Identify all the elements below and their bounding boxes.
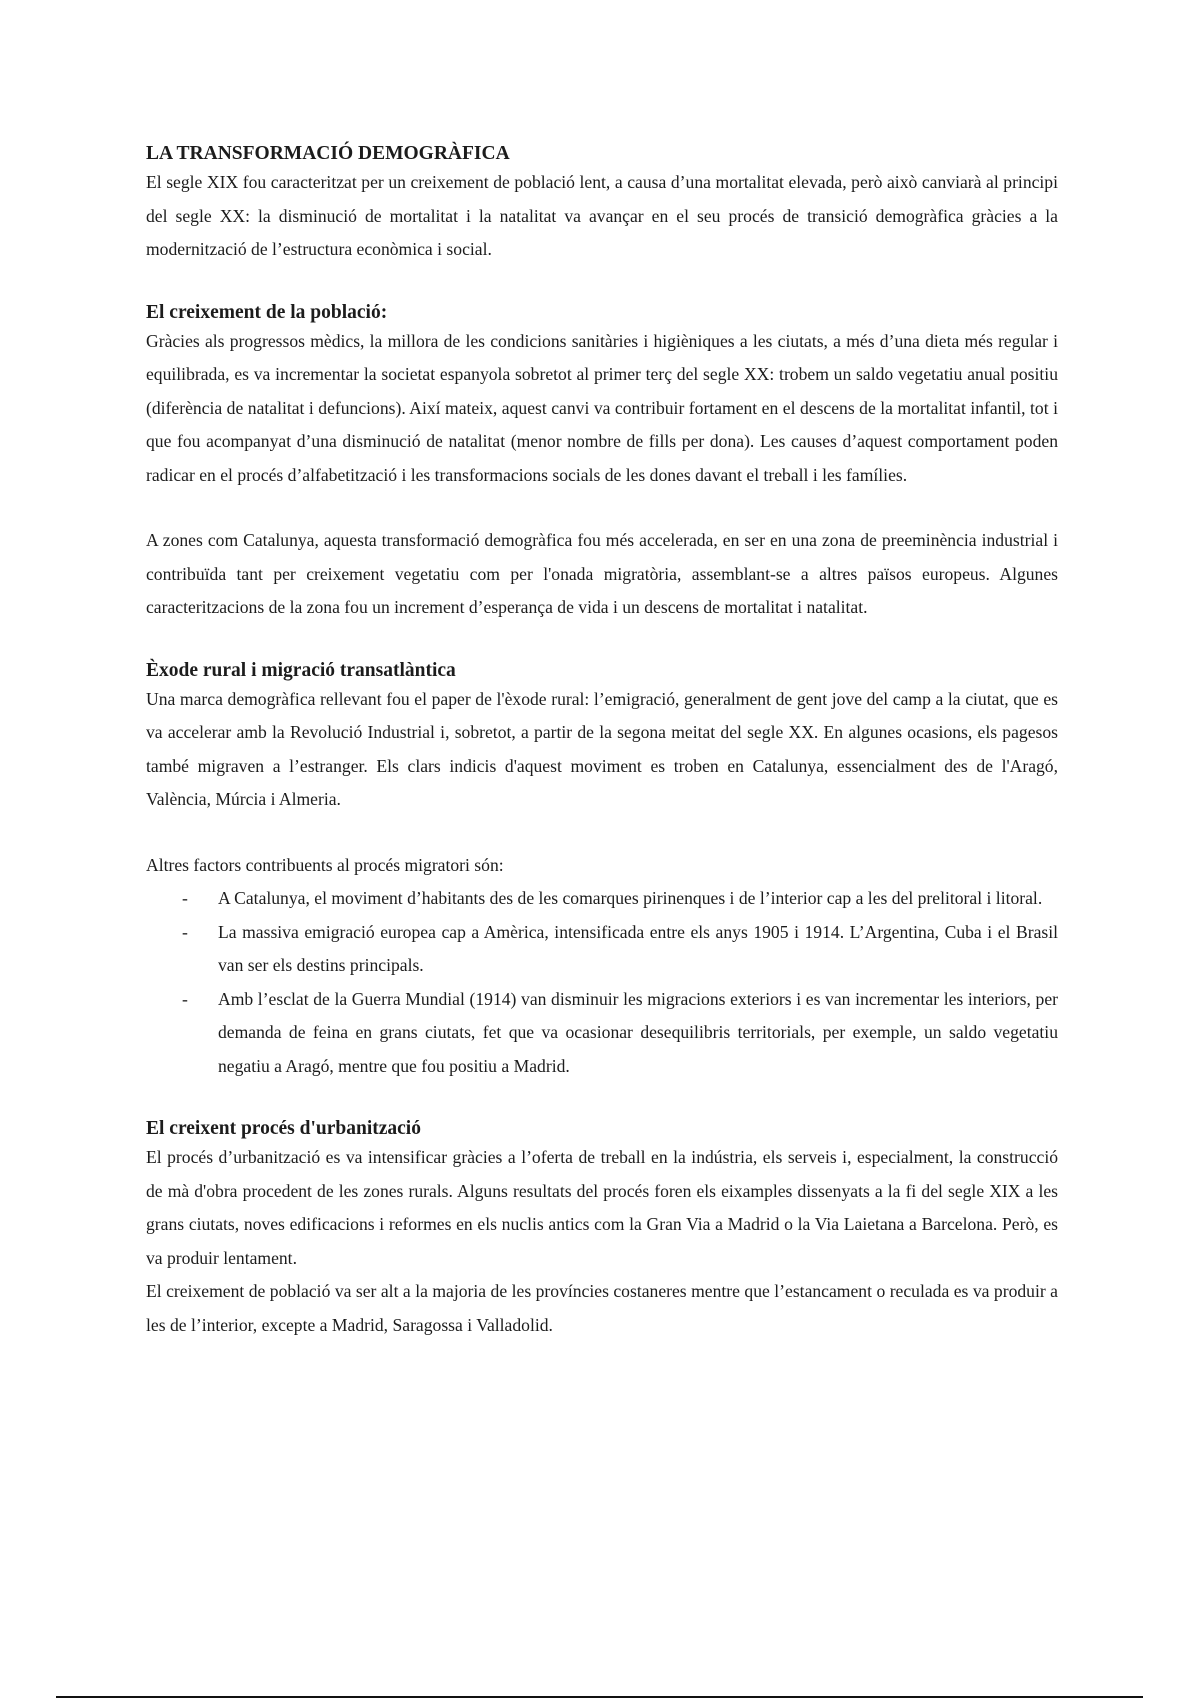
list-item-text: La massiva emigració europea cap a Amèrica, intensificada entre els anys 1905 i 1914. L’Argentina, Cuba i el Brasil van ser els destins principals. — [218, 921, 1058, 975]
list-item-text: A Catalunya, el moviment d’habitants des de les comarques pirinenques i de l’interior cap a les del prelitoral i litoral. — [218, 888, 1043, 908]
list-item-text: Amb l’esclat de la Guerra Mundial (1914) van disminuir les migracions exteriors i es van incrementar les interiors, per demanda de feina en grans ciutats, fet que va ocasionar desequilibris territorials, per exemple, un saldo vegetatiu negatiu a Aragó, mentre que fou positiu a Madrid. — [218, 988, 1058, 1076]
paragraph: Gràcies als progressos mèdics, la millora de les condicions sanitàries i higièniques a les ciutats, a més d’una dieta més regular i equilibrada, es va incrementar la societat espanyola sobretot al primer terç del segle XX: trobem un saldo vegetatiu anual positiu (diferència de natalitat i defuncions). Així mateix, aquest canvi va contribuir fortament en el descens de la mortalitat infantil, tot i que fou acompanyat d’una disminució de natalitat (menor nombre de fills per dona). Les causes d’aquest comportament poden radicar en el procés d’alfabetització i les transformacions socials de les dones davant el treball i les famílies. — [146, 330, 1058, 485]
paragraph: Altres factors contribuents al procés migratori són: — [146, 854, 504, 875]
dash-bullet: - — [182, 921, 188, 942]
footer-divider — [56, 1696, 1143, 1698]
list-item — [146, 916, 1058, 983]
document-page — [146, 142, 1058, 1342]
dash-bullet: - — [182, 888, 188, 908]
paragraph: El procés d’urbanització es va intensificar gràcies a l’oferta de treball en la indústria, els serveis i, especialment, la construcció de mà d'obra procedent de les zones rurals. Alguns resultats del procés foren els eixamples dissenyats a la fi del segle XIX a les grans ciutats, noves edificacions i reformes en els nuclis antics com la Gran Via a Madrid o la Via Laietana a Barcelona. Però, es va produir lentament. — [146, 1147, 1058, 1268]
paragraph: Una marca demogràfica rellevant fou el paper de l'èxode rural: l’emigració, generalment de gent jove del camp a la ciutat, que es va accelerar amb la Revolució Industrial i, sobretot, a partir de la segona meitat del segle XX. En algunes ocasions, els pagesos també migraven a l’estranger. Els clars indicis d'aquest moviment es troben en Catalunya, essencialment des de l'Aragó, València, Múrcia i Almeria. — [146, 688, 1058, 809]
list-item — [146, 983, 1058, 1084]
section-title-rural-exodus: Èxode rural i migració transatlàntica — [146, 659, 456, 681]
section-title-urbanization: El creixent procés d'urbanització — [146, 1118, 421, 1139]
dash-bullet: - — [182, 988, 188, 1009]
section-title-population-growth: El creixement de la població: — [146, 301, 388, 323]
paragraph: El segle XIX fou caracteritzat per un creixement de població lent, a causa d’una mortalitat elevada, però això canviarà al principi del segle XX: la disminució de mortalitat i la natalitat va avançar en el seu procés de transició demogràfica gràcies a la modernització de l’estructura econòmica i social. — [146, 172, 1058, 259]
paragraph: El creixement de població va ser alt a la majoria de les províncies costaneres mentre que l’estancament o reculada es va produir a les de l’interior, excepte a Madrid, Saragossa i Valladolid. — [146, 1281, 1058, 1335]
list-item — [146, 882, 1058, 916]
paragraph: A zones com Catalunya, aquesta transformació demogràfica fou més accelerada, en ser en una zona de preeminència industrial i contribuïda tant per creixement vegetatiu com per l'onada migratòria, assemblant-se a altres països europeus. Algunes caracteritzacions de la zona fou un increment d’esperança de vida i un descens de mortalitat i natalitat. — [146, 530, 1058, 617]
bullet-list — [146, 882, 1058, 1083]
section-title-demographic-transformation: LA TRANSFORMACIÓ DEMOGRÀFICA — [146, 143, 510, 164]
